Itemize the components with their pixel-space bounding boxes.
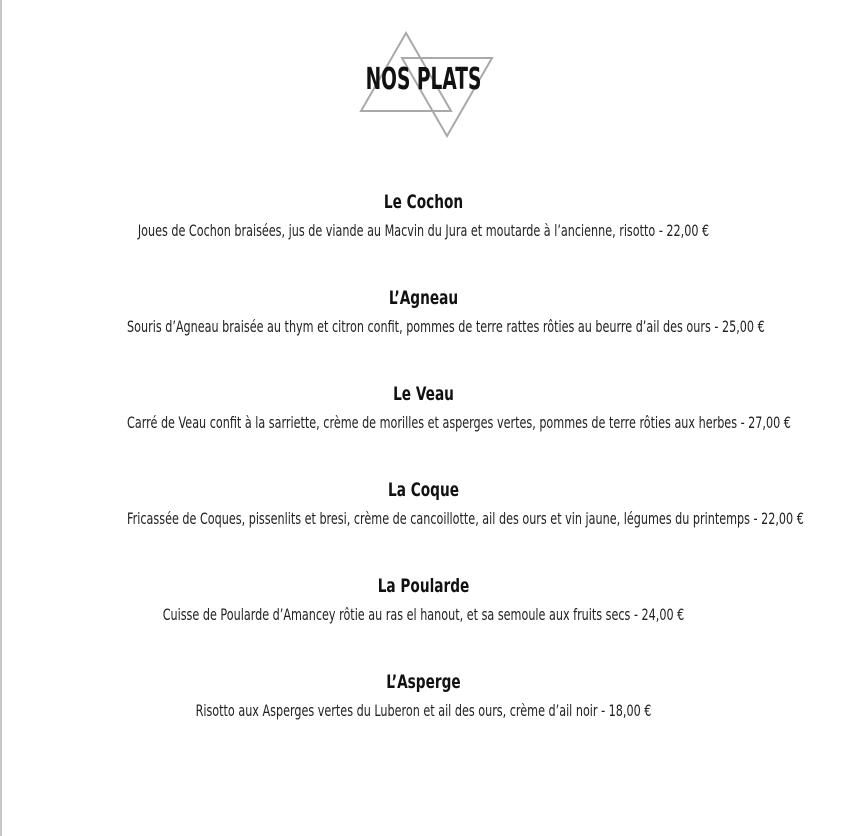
dish-description: Risotto aux Asperges vertes du Luberon et ail des ours, crème d’ail noir - 18,00 € xyxy=(195,701,652,720)
menu-item xyxy=(0,380,847,476)
menu-item xyxy=(0,572,847,668)
menu-item xyxy=(0,284,847,380)
dish-description: Souris d’Agneau braisée au thym et citron confit, pommes de terre rattes rôties au beurre d’ail des ours - 25,00 € xyxy=(127,317,765,336)
dish-description: Joues de Cochon braisées, jus de viande au Macvin du Jura et moutarde à l’ancienne, risotto - 22,00 € xyxy=(137,221,710,240)
dish-name: L’Agneau xyxy=(388,287,459,309)
menu-list xyxy=(0,188,847,764)
dish-name: Le Cochon xyxy=(383,191,464,213)
dish-name: La Poularde xyxy=(377,575,470,597)
page-title: NOS PLATS xyxy=(365,62,482,97)
dish-name: L’Asperge xyxy=(386,671,461,693)
dish-description: Cuisse de Poularde d’Amancey rôtie au ras el hanout, et sa semoule aux fruits secs - 24,00 € xyxy=(162,605,685,624)
dish-name: La Coque xyxy=(388,479,459,501)
dish-description: Fricassée de Coques, pissenlits et bresi, crème de cancoillotte, ail des ours et vin jaune, légumes du printemps - 22,00 € xyxy=(127,509,804,528)
menu-item xyxy=(0,476,847,572)
dish-description: Carré de Veau confit à la sarriette, crème de morilles et asperges vertes, pommes de terre rôties aux herbes - 27,00 € xyxy=(127,413,791,432)
menu-item xyxy=(0,188,847,284)
dish-name: Le Veau xyxy=(393,383,454,405)
menu-item xyxy=(0,668,847,764)
